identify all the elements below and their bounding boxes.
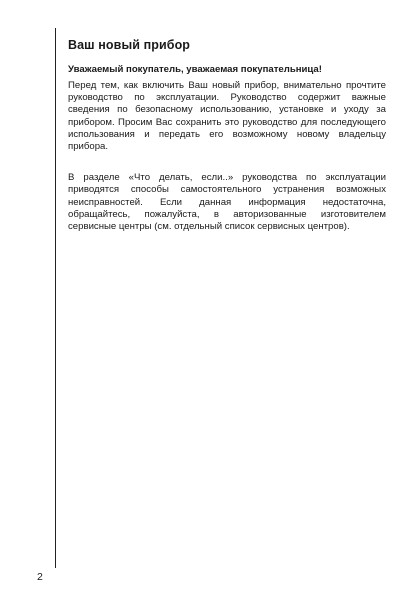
- intro-paragraph: Перед тем, как включить Ваш новый прибор, внимательно прочтите руководство по эксплуатации. Руководство содержит важные сведения по безопасному использованию, установке и уходу за прибором. Просим Вас сохранить это руководство для последующего использования и передать его возможному новому владельцу прибора.: [68, 80, 386, 153]
- troubleshooting-paragraph: В разделе «Что делать, если..» руководства по эксплуатации приводятся способы самостоятельного устранения возможных неисправностей. Если данная информация недостаточна, обращайтесь, пожалуйста, в авторизованные изготовителем сервисные центры (см. отдельный список сервисных центров).: [68, 172, 386, 233]
- page-number: 2: [37, 571, 43, 583]
- section-title: Ваш новый прибор: [68, 38, 191, 52]
- content-column: [68, 38, 386, 233]
- margin-rule: [55, 28, 56, 568]
- paragraph-spacer: [68, 153, 386, 172]
- greeting-heading: Уважаемый покупатель, уважаемая покупательница!: [68, 64, 322, 75]
